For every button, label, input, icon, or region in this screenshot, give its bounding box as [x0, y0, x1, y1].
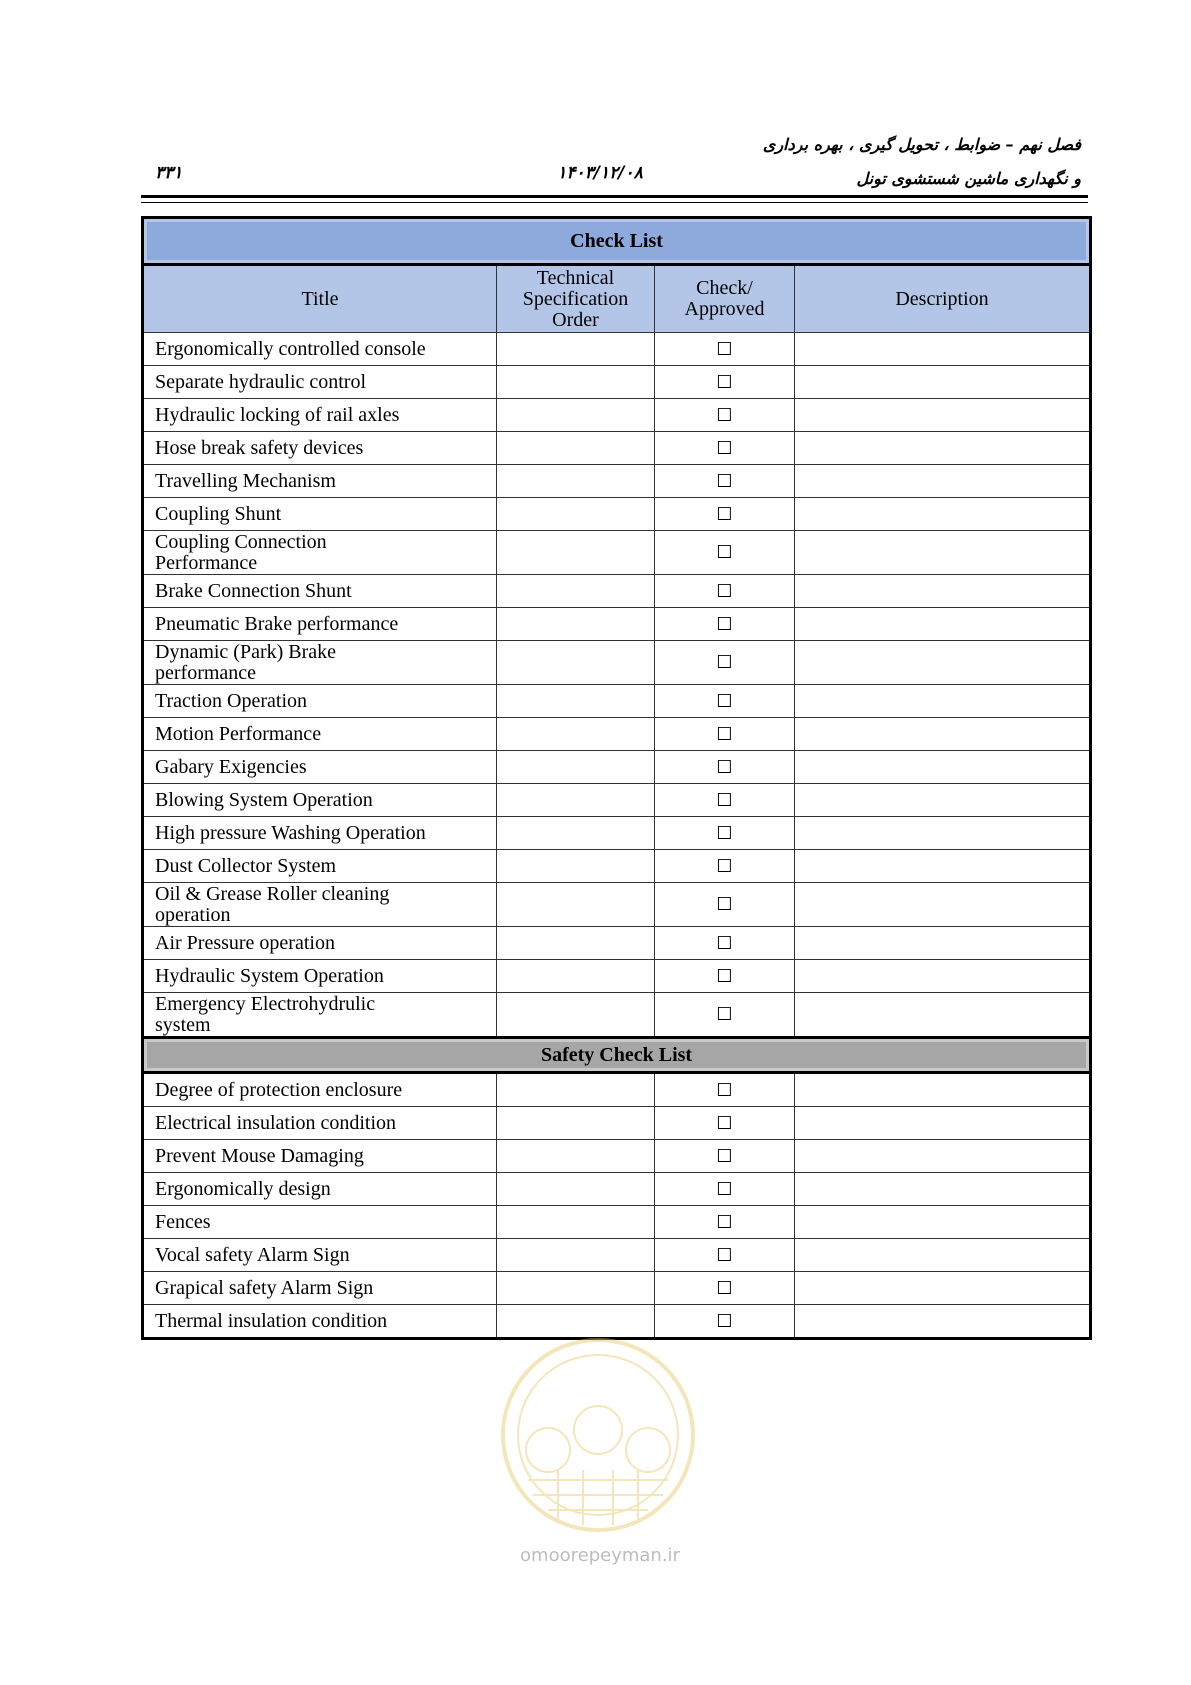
checklist-title: Check List [143, 218, 1091, 265]
checklist-row [143, 817, 1091, 850]
description-cell[interactable] [795, 751, 1091, 784]
safety-item-title: Thermal insulation condition [143, 1305, 497, 1339]
tech-spec-cell[interactable] [497, 960, 655, 993]
tech-spec-cell[interactable] [497, 432, 655, 465]
checklist-row [143, 608, 1091, 641]
description-cell[interactable] [795, 1239, 1091, 1272]
checklist-row [143, 993, 1091, 1038]
safety-item-title: Prevent Mouse Damaging [143, 1140, 497, 1173]
approval-checkbox[interactable]: ☐ [655, 498, 795, 531]
approval-checkbox[interactable]: ☐ [655, 333, 795, 366]
checklist-item-title: High pressure Washing Operation [143, 817, 497, 850]
checklist-row [143, 333, 1091, 366]
checklist-row [143, 399, 1091, 432]
approval-checkbox[interactable]: ☐ [655, 641, 795, 685]
tech-spec-cell[interactable] [497, 1272, 655, 1305]
approval-checkbox[interactable]: ☐ [655, 1073, 795, 1107]
tech-spec-cell[interactable] [497, 575, 655, 608]
tech-spec-cell[interactable] [497, 817, 655, 850]
approval-checkbox[interactable]: ☐ [655, 531, 795, 575]
checklist-item-title: Traction Operation [143, 685, 497, 718]
safety-row [143, 1206, 1091, 1239]
approval-checkbox[interactable]: ☐ [655, 685, 795, 718]
approval-checkbox[interactable]: ☐ [655, 399, 795, 432]
description-cell[interactable] [795, 575, 1091, 608]
chapter-title-line1: فصل نهم – ضوابط ، تحویل گیری ، بهره برداری [762, 135, 1081, 154]
tech-spec-cell[interactable] [497, 1173, 655, 1206]
tech-spec-cell[interactable] [497, 850, 655, 883]
tech-spec-cell[interactable] [497, 751, 655, 784]
page-number: ۳۳۱ [155, 163, 183, 183]
tech-spec-cell[interactable] [497, 1140, 655, 1173]
tech-spec-cell[interactable] [497, 366, 655, 399]
description-cell[interactable] [795, 1305, 1091, 1339]
chapter-title-line2: و نگهداری ماشین شستشوی تونل [856, 169, 1081, 188]
header-rule [141, 195, 1088, 198]
description-cell[interactable] [795, 883, 1091, 927]
safety-title: Safety Check List [143, 1038, 1091, 1073]
column-description: Description [795, 265, 1091, 333]
description-cell[interactable] [795, 1206, 1091, 1239]
checklist-row [143, 751, 1091, 784]
checklist-item-title: Coupling Shunt [143, 498, 497, 531]
checklist-banner [143, 218, 1091, 265]
description-cell[interactable] [795, 685, 1091, 718]
checklist-row [143, 366, 1091, 399]
safety-item-title: Grapical safety Alarm Sign [143, 1272, 497, 1305]
approval-checkbox[interactable]: ☐ [655, 960, 795, 993]
safety-row [143, 1173, 1091, 1206]
description-cell[interactable] [795, 1107, 1091, 1140]
tech-spec-cell[interactable] [497, 685, 655, 718]
tech-spec-cell[interactable] [497, 1239, 655, 1272]
description-cell[interactable] [795, 641, 1091, 685]
description-cell[interactable] [795, 1173, 1091, 1206]
tech-spec-cell[interactable] [497, 1107, 655, 1140]
description-cell[interactable] [795, 718, 1091, 751]
checklist-item-title: Dust Collector System [143, 850, 497, 883]
description-cell[interactable] [795, 333, 1091, 366]
approval-checkbox[interactable]: ☐ [655, 608, 795, 641]
safety-item-title: Electrical insulation condition [143, 1107, 497, 1140]
column-tech-spec: Technical Specification Order [497, 265, 655, 333]
checklist-row [143, 960, 1091, 993]
tech-spec-cell[interactable] [497, 993, 655, 1038]
column-check-approved: Check/ Approved [655, 265, 795, 333]
description-cell[interactable] [795, 784, 1091, 817]
checklist-row [143, 685, 1091, 718]
tech-spec-cell[interactable] [497, 927, 655, 960]
checklist-item-title: Travelling Mechanism [143, 465, 497, 498]
description-cell[interactable] [795, 465, 1091, 498]
checklist-row [143, 784, 1091, 817]
column-title: Title [143, 265, 497, 333]
checklist-item-title: Hydraulic locking of rail axles [143, 399, 497, 432]
approval-checkbox[interactable]: ☐ [655, 751, 795, 784]
approval-checkbox[interactable]: ☐ [655, 1206, 795, 1239]
safety-row [143, 1107, 1091, 1140]
description-cell[interactable] [795, 1073, 1091, 1107]
tech-spec-cell[interactable] [497, 883, 655, 927]
checklist-item-title: Dynamic (Park) Brake performance [143, 641, 497, 685]
checklist-row [143, 927, 1091, 960]
safety-banner [143, 1038, 1091, 1073]
checklist-item-title: Motion Performance [143, 718, 497, 751]
watermark-logo [488, 1330, 708, 1540]
approval-checkbox[interactable]: ☐ [655, 1305, 795, 1339]
approval-checkbox[interactable]: ☐ [655, 718, 795, 751]
description-cell[interactable] [795, 960, 1091, 993]
tech-spec-cell[interactable] [497, 531, 655, 575]
tech-spec-cell[interactable] [497, 1206, 655, 1239]
description-cell[interactable] [795, 366, 1091, 399]
approval-checkbox[interactable]: ☐ [655, 927, 795, 960]
description-cell[interactable] [795, 850, 1091, 883]
safety-item-title: Ergonomically design [143, 1173, 497, 1206]
approval-checkbox[interactable]: ☐ [655, 1173, 795, 1206]
safety-row [143, 1140, 1091, 1173]
header-date: ۱۴۰۳/۱۲/۰۸ [557, 163, 643, 183]
tech-spec-cell[interactable] [497, 498, 655, 531]
tech-spec-cell[interactable] [497, 608, 655, 641]
checklist-row [143, 575, 1091, 608]
tech-spec-cell[interactable] [497, 465, 655, 498]
description-cell[interactable] [795, 1140, 1091, 1173]
description-cell[interactable] [795, 399, 1091, 432]
checklist-item-title: Air Pressure operation [143, 927, 497, 960]
checklist-item-title: Coupling Connection Performance [143, 531, 497, 575]
approval-checkbox[interactable]: ☐ [655, 575, 795, 608]
checklist-row [143, 465, 1091, 498]
checklist-row [143, 432, 1091, 465]
approval-checkbox[interactable]: ☐ [655, 1239, 795, 1272]
checklist-row [143, 718, 1091, 751]
description-cell[interactable] [795, 927, 1091, 960]
safety-row [143, 1272, 1091, 1305]
checklist-item-title: Emergency Electrohydrulic system [143, 993, 497, 1038]
approval-checkbox[interactable]: ☐ [655, 1140, 795, 1173]
column-header-row [143, 265, 1091, 333]
tech-spec-cell[interactable] [497, 399, 655, 432]
checklist-item-title: Separate hydraulic control [143, 366, 497, 399]
tech-spec-cell[interactable] [497, 718, 655, 751]
approval-checkbox[interactable]: ☐ [655, 817, 795, 850]
watermark-url: omoorepeyman.ir [520, 1545, 680, 1566]
tech-spec-cell[interactable] [497, 1073, 655, 1107]
checklist-item-title: Hose break safety devices [143, 432, 497, 465]
safety-row [143, 1073, 1091, 1107]
checklist-item-title: Oil & Grease Roller cleaning operation [143, 883, 497, 927]
checklist-table [141, 216, 1092, 1340]
checklist-row [143, 531, 1091, 575]
safety-item-title: Vocal safety Alarm Sign [143, 1239, 497, 1272]
approval-checkbox[interactable]: ☐ [655, 883, 795, 927]
safety-row [143, 1239, 1091, 1272]
checklist-item-title: Hydraulic System Operation [143, 960, 497, 993]
checklist-row [143, 883, 1091, 927]
checklist-item-title: Pneumatic Brake performance [143, 608, 497, 641]
tech-spec-cell[interactable] [497, 641, 655, 685]
approval-checkbox[interactable]: ☐ [655, 366, 795, 399]
approval-checkbox[interactable]: ☐ [655, 784, 795, 817]
description-cell[interactable] [795, 531, 1091, 575]
header-rule-thin [141, 202, 1088, 203]
checklist-item-title: Gabary Exigencies [143, 751, 497, 784]
description-cell[interactable] [795, 993, 1091, 1038]
checklist-row [143, 850, 1091, 883]
description-cell[interactable] [795, 1272, 1091, 1305]
description-cell[interactable] [795, 498, 1091, 531]
checklist-row [143, 641, 1091, 685]
chapter-header [481, 128, 1081, 196]
approval-checkbox[interactable]: ☐ [655, 465, 795, 498]
checklist-row [143, 498, 1091, 531]
approval-checkbox[interactable]: ☐ [655, 850, 795, 883]
approval-checkbox[interactable]: ☐ [655, 1107, 795, 1140]
checklist-item-title: Ergonomically controlled console [143, 333, 497, 366]
tech-spec-cell[interactable] [497, 784, 655, 817]
description-cell[interactable] [795, 432, 1091, 465]
description-cell[interactable] [795, 817, 1091, 850]
tech-spec-cell[interactable] [497, 333, 655, 366]
approval-checkbox[interactable]: ☐ [655, 432, 795, 465]
checklist-item-title: Brake Connection Shunt [143, 575, 497, 608]
safety-item-title: Degree of protection enclosure [143, 1073, 497, 1107]
approval-checkbox[interactable]: ☐ [655, 1272, 795, 1305]
safety-item-title: Fences [143, 1206, 497, 1239]
approval-checkbox[interactable]: ☐ [655, 993, 795, 1038]
checklist-item-title: Blowing System Operation [143, 784, 497, 817]
description-cell[interactable] [795, 608, 1091, 641]
